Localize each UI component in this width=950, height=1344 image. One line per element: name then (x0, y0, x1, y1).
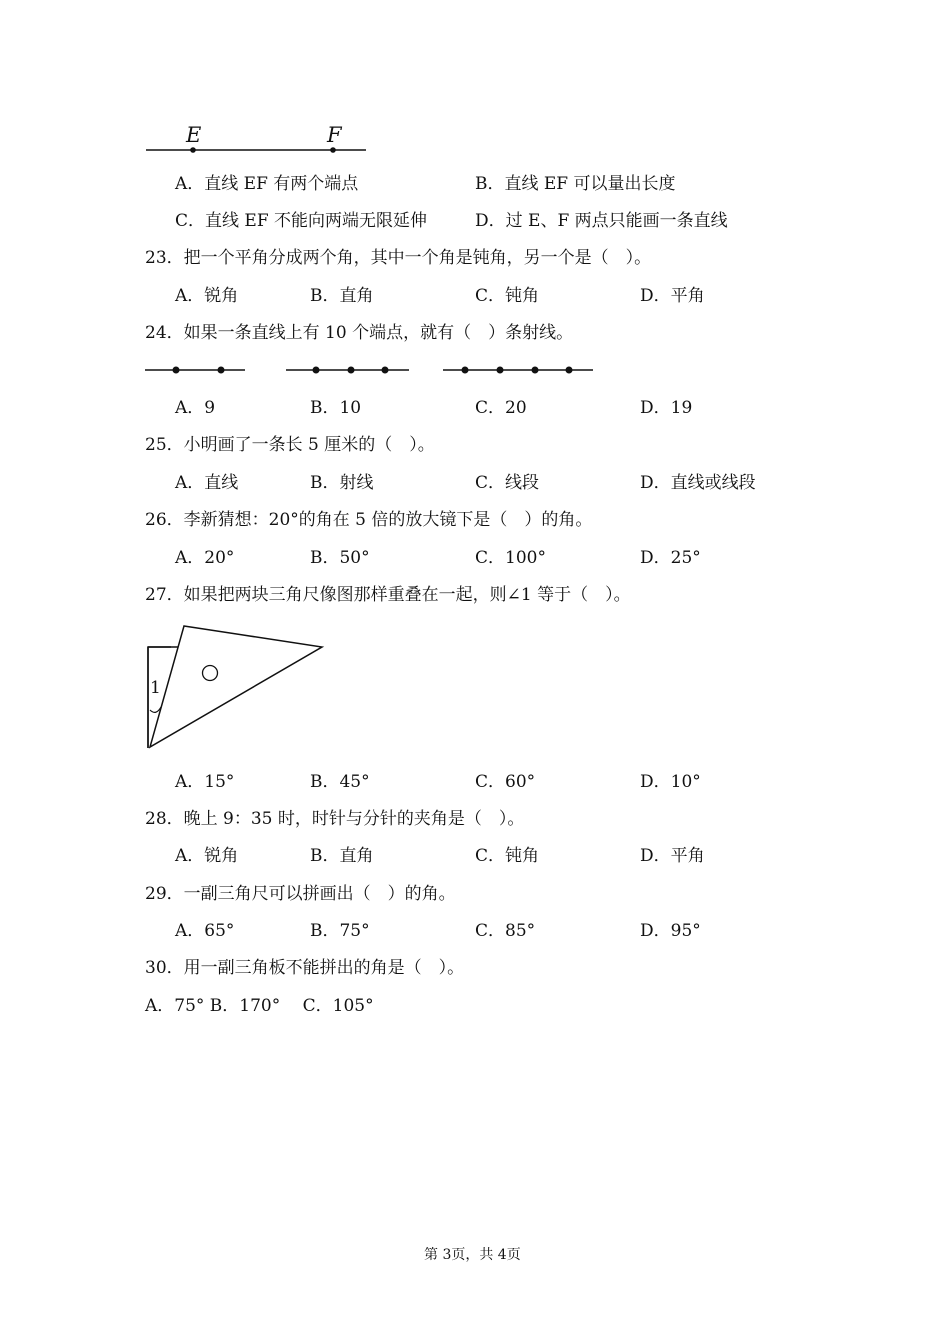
q26-option-d[interactable]: D．25° (640, 548, 701, 568)
q27-option-d[interactable]: D．10° (640, 772, 701, 792)
q24-line-points-figure (140, 360, 600, 380)
q25-option-c[interactable]: C．线段 (475, 473, 540, 493)
q30-options[interactable]: A．75° B．170° C．105° (145, 996, 374, 1016)
q25-option-b[interactable]: B．射线 (310, 473, 374, 493)
q22-option-c[interactable]: C．直线 EF 不能向两端无限延伸 (175, 211, 428, 231)
q24-option-d[interactable]: D．19 (640, 398, 693, 418)
q22-option-d[interactable]: D．过 E、F 两点只能画一条直线 (475, 211, 728, 231)
q23-option-c[interactable]: C．钝角 (475, 286, 540, 306)
q22-option-a[interactable]: A．直线 EF 有两个端点 (175, 174, 359, 194)
q24-option-c[interactable]: C．20 (475, 398, 527, 418)
q28-text: 28．晚上 9：35 时，时针与分针的夹角是（ ）。 (145, 809, 525, 829)
q27-option-a[interactable]: A．15° (175, 772, 235, 792)
q27-option-b[interactable]: B．45° (310, 772, 370, 792)
triangle-rulers-figure (140, 620, 340, 760)
q29-option-b[interactable]: B．75° (310, 921, 370, 941)
q24-option-a[interactable]: A．9 (175, 398, 216, 418)
q26-option-c[interactable]: C．100° (475, 548, 546, 568)
q23-option-a[interactable]: A．锐角 (175, 286, 239, 306)
q28-option-c[interactable]: C．钝角 (475, 846, 540, 866)
point-f-label: F (327, 123, 342, 147)
q24-text: 24．如果一条直线上有 10 个端点，就有（ ）条射线。 (145, 323, 574, 343)
q24-option-b[interactable]: B．10 (310, 398, 362, 418)
q23-text: 23．把一个平角分成两个角，其中一个角是钝角，另一个是（ ）。 (145, 248, 652, 268)
q28-option-d[interactable]: D．平角 (640, 846, 705, 866)
q25-text: 25．小明画了一条长 5 厘米的（ ）。 (145, 435, 435, 455)
q22-option-b[interactable]: B．直线 EF 可以量出长度 (475, 174, 676, 194)
q25-option-d[interactable]: D．直线或线段 (640, 473, 756, 493)
page-footer: 第 3页，共 4页 (424, 1247, 521, 1263)
line-ef-figure (140, 120, 380, 160)
q29-option-a[interactable]: A．65° (175, 921, 235, 941)
q27-option-c[interactable]: C．60° (475, 772, 536, 792)
q23-option-d[interactable]: D．平角 (640, 286, 705, 306)
q25-option-a[interactable]: A．直线 (175, 473, 239, 493)
q28-option-b[interactable]: B．直角 (310, 846, 374, 866)
q23-option-b[interactable]: B．直角 (310, 286, 374, 306)
q30-text: 30．用一副三角板不能拼出的角是（ ）。 (145, 958, 465, 978)
q28-option-a[interactable]: A．锐角 (175, 846, 239, 866)
q27-text: 27．如果把两块三角尺像图那样重叠在一起，则∠1 等于（ ）。 (145, 585, 631, 605)
q29-option-d[interactable]: D．95° (640, 921, 701, 941)
q26-option-b[interactable]: B．50° (310, 548, 370, 568)
angle-1-label: 1 (150, 678, 161, 698)
q26-option-a[interactable]: A．20° (175, 548, 235, 568)
q26-text: 26．李新猜想：20°的角在 5 倍的放大镜下是（ ）的角。 (145, 510, 593, 530)
point-e-label: E (186, 123, 202, 147)
q29-text: 29．一副三角尺可以拼画出（ ）的角。 (145, 884, 456, 904)
q29-option-c[interactable]: C．85° (475, 921, 536, 941)
